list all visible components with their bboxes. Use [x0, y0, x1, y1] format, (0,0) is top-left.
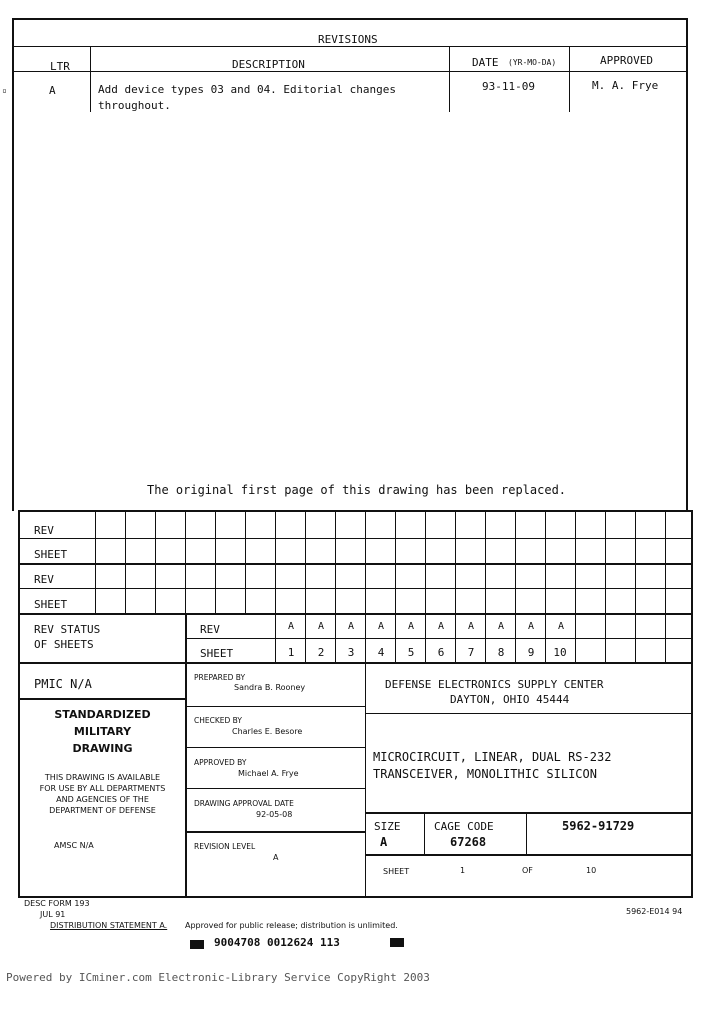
- status-column-line: [485, 614, 486, 663]
- grid-column-line: [485, 512, 486, 613]
- drawing-title-line1: MICROCIRCUIT, LINEAR, DUAL RS-232: [373, 750, 612, 764]
- approval-date-label: DRAWING APPROVAL DATE: [194, 799, 294, 808]
- status-rev-4: A: [377, 621, 385, 632]
- revision-approved: M. A. Frye: [592, 79, 659, 92]
- smd-line2: MILITARY: [73, 725, 132, 738]
- date-format-header: (YR-MO-DA): [508, 58, 557, 67]
- document-number: 5962-91729: [562, 819, 635, 833]
- sheet-label-1: SHEET: [34, 548, 68, 561]
- status-column-line: [395, 614, 396, 663]
- drawing-title-line2: TRANSCEIVER, MONOLITHIC SILICON: [373, 767, 597, 781]
- status-rev-5: A: [407, 621, 415, 632]
- revision-description-line2: throughout.: [98, 99, 171, 112]
- date-header: DATE: [472, 56, 499, 69]
- grid-column-line: [125, 512, 126, 613]
- status-rev-10: A: [557, 621, 565, 632]
- approved-by-label: APPROVED BY: [194, 758, 247, 767]
- approved-header: APPROVED: [600, 54, 653, 67]
- status-rev-2: A: [317, 621, 325, 632]
- status-sheet-6: 6: [437, 646, 445, 659]
- distribution-statement-label: DISTRIBUTION STATEMENT A.: [50, 921, 168, 930]
- sheet-label: SHEET: [383, 867, 410, 876]
- form-date: JUL 91: [40, 910, 66, 919]
- grid-column-line: [185, 512, 186, 613]
- grid-column-line: [425, 512, 426, 613]
- availability-line3: AND AGENCIES OF THE: [56, 795, 149, 804]
- barcode-right-mark: [390, 938, 404, 947]
- status-rev-7: A: [467, 621, 475, 632]
- grid-column-line: [515, 512, 516, 613]
- availability-line2: FOR USE BY ALL DEPARTMENTS: [39, 784, 166, 793]
- status-rev-8: A: [497, 621, 505, 632]
- revision-description-line1: Add device types 03 and 04. Editorial changes: [98, 83, 397, 96]
- revision-level-label: REVISION LEVEL: [194, 842, 256, 851]
- grid-column-line: [335, 512, 336, 613]
- status-sheet-1: 1: [287, 646, 295, 659]
- status-column-line: [515, 614, 516, 663]
- center-address: DAYTON, OHIO 45444: [450, 693, 570, 706]
- revision-ltr: A: [49, 84, 56, 97]
- smd-line3: DRAWING: [72, 742, 133, 755]
- grid-column-line: [215, 512, 216, 613]
- status-column-line: [635, 614, 636, 663]
- status-sheet-9: 9: [527, 646, 535, 659]
- form-number: DESC FORM 193: [24, 899, 90, 908]
- barcode-left-mark: [190, 940, 204, 949]
- grid-column-line: [365, 512, 366, 613]
- checked-by-label: CHECKED BY: [194, 716, 242, 725]
- status-sheet-10: 10: [553, 646, 567, 659]
- grid-column-line: [305, 512, 306, 613]
- rev-label-1: REV: [34, 524, 54, 537]
- status-sheet-3: 3: [347, 646, 355, 659]
- status-column-line: [455, 614, 456, 663]
- barcode-text: 9004708 0012624 113: [214, 936, 340, 949]
- grid-column-line: [95, 512, 96, 613]
- grid-column-line: [455, 512, 456, 613]
- description-header: DESCRIPTION: [232, 58, 305, 71]
- amsc-label: AMSC N/A: [54, 841, 94, 850]
- grid-column-line: [545, 512, 546, 613]
- margin-mark: ▫: [2, 86, 7, 95]
- size-label: SIZE: [374, 820, 401, 833]
- status-column-line: [665, 614, 666, 663]
- status-sheet-7: 7: [467, 646, 475, 659]
- cage-code-label: CAGE CODE: [434, 820, 494, 833]
- cage-code-value: 67268: [450, 835, 487, 849]
- ltr-header: LTR: [50, 60, 70, 73]
- powered-by-text: Powered by ICminer.com Electronic-Library Service CopyRight 2003: [6, 971, 430, 984]
- grid-column-line: [635, 512, 636, 613]
- form-code: 5962-E014 94: [626, 907, 683, 916]
- status-column-line: [365, 614, 366, 663]
- revision-level-value: A: [273, 853, 279, 862]
- status-column-line: [335, 614, 336, 663]
- status-rev-label: REV: [200, 623, 220, 636]
- center-name: DEFENSE ELECTRONICS SUPPLY CENTER: [385, 678, 604, 691]
- status-rev-1: A: [287, 621, 295, 632]
- prepared-by-label: PREPARED BY: [194, 673, 246, 682]
- status-column-line: [545, 614, 546, 663]
- status-sheet-5: 5: [407, 646, 415, 659]
- revisions-title: REVISIONS: [318, 33, 378, 46]
- pmic-label: PMIC N/A: [34, 677, 92, 691]
- grid-column-line: [665, 512, 666, 613]
- status-sheet-label: SHEET: [200, 647, 234, 660]
- rev-label-2: REV: [34, 573, 54, 586]
- of-label: OF: [522, 866, 533, 875]
- availability-line1: THIS DRAWING IS AVAILABLE: [44, 773, 161, 782]
- status-rev-9: A: [527, 621, 535, 632]
- grid-column-line: [575, 512, 576, 613]
- status-column-line: [575, 614, 576, 663]
- approved-by-name: Michael A. Frye: [238, 769, 299, 778]
- grid-column-line: [395, 512, 396, 613]
- grid-column-line: [245, 512, 246, 613]
- status-sheet-4: 4: [377, 646, 385, 659]
- status-rev-3: A: [347, 621, 355, 632]
- size-value: A: [380, 835, 388, 849]
- availability-line4: DEPARTMENT OF DEFENSE: [49, 806, 156, 815]
- status-rev-6: A: [437, 621, 445, 632]
- status-column-line: [305, 614, 306, 663]
- sheet-label-2: SHEET: [34, 598, 68, 611]
- checked-by-name: Charles E. Besore: [232, 727, 303, 736]
- status-column-line: [605, 614, 606, 663]
- smd-line1: STANDARDIZED: [54, 708, 151, 721]
- status-sheet-8: 8: [497, 646, 505, 659]
- sheet-value: 1: [460, 866, 466, 875]
- status-column-line: [185, 614, 187, 663]
- prepared-by-name: Sandra B. Rooney: [234, 683, 306, 692]
- status-sheet-2: 2: [317, 646, 325, 659]
- approval-date-value: 92-05-08: [256, 810, 293, 819]
- of-sheets-label: OF SHEETS: [34, 638, 94, 651]
- replacement-note: The original first page of this drawing has been replaced.: [147, 483, 567, 497]
- distribution-statement-text: Approved for public release; distribution is unlimited.: [185, 921, 398, 930]
- grid-column-line: [275, 512, 276, 613]
- rev-status-label: REV STATUS: [34, 623, 101, 636]
- status-column-line: [425, 614, 426, 663]
- grid-column-line: [155, 512, 156, 613]
- of-value: 10: [586, 866, 597, 875]
- status-column-line: [275, 614, 276, 663]
- grid-column-line: [605, 512, 606, 613]
- revision-date: 93-11-09: [482, 80, 535, 93]
